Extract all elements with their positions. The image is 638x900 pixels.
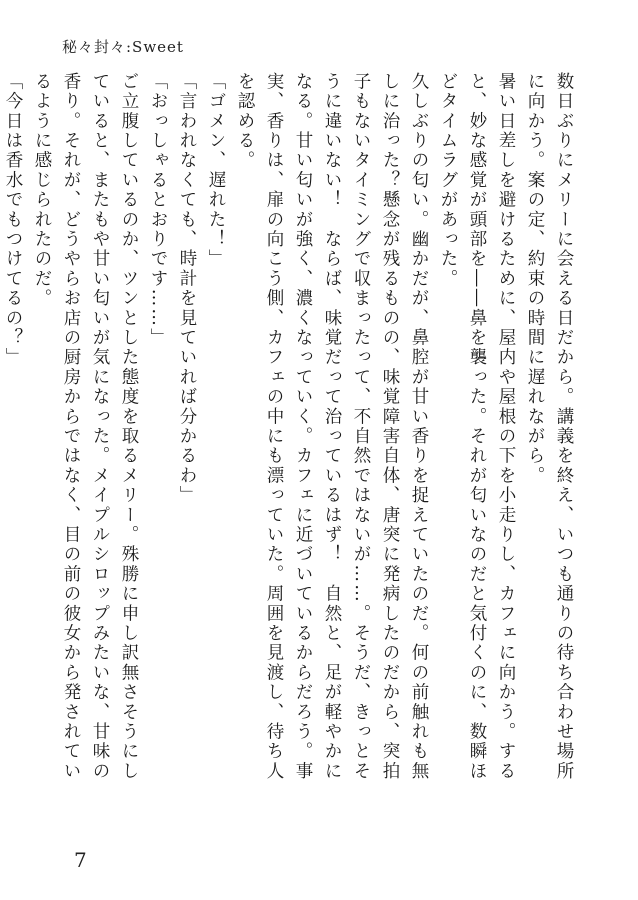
paragraph: ご立腹しているのか、ツンとした態度を取るメリー。殊勝に申し訳無さそうにしていると、またもや甘い匂いが気になった。メイプルシロップみたいな、甘味の香り。それが、どうやらお店の厨房からではなく、目の前の彼女から発されているように感じられたのだ。 xyxy=(32,72,139,782)
vertical-body-text xyxy=(3,72,578,792)
paragraph: 数日ぶりにメリーに会える日だから。講義を終え、いつも通りの待ち合わせ場所に向かう。案の定、約束の時間に遅れながら。 xyxy=(525,72,574,782)
running-header: 秘々封々:Sweet xyxy=(62,38,184,56)
paragraph: 「言われなくても、時計を見ていれば分かるわ」 xyxy=(177,72,197,506)
paragraph: 「おっしゃるとおりです……」 xyxy=(148,72,168,348)
paragraph: 「ゴメン、遅れた！」 xyxy=(206,72,226,269)
page-number: 7 xyxy=(74,848,87,872)
paragraph: 久しぶりの匂い。幽かだが、鼻腔が甘い香りを捉えていたのだ。何の前触れも無しに治った？懸念が残るものの、味覚障害自体、唐突に発病したのだから、突拍子もないタイミングで収まったって、不自然ではないが……。そうだ、きっとそうに違いない！ ならば、味覚だって治っているはず！ 自然と、足が軽やかになる。甘い匂いが強く、濃くなっていく。カフェに近づいているからだろう。事実、香りは、扉の向こう側、カフェの中にも漂っていた。周囲を見渡し、待ち人を認める。 xyxy=(235,72,429,782)
paragraph: 「今日は香水でもつけてるの？」 xyxy=(3,72,23,368)
paragraph: 暑い日差しを避けるために、屋内や屋根の下を小走りし、カフェに向かう。すると、妙な感覚が頭部を――鼻を襲った。それが匂いなのだと気付くのに、数瞬ほどタイムラグがあった。 xyxy=(438,72,516,782)
